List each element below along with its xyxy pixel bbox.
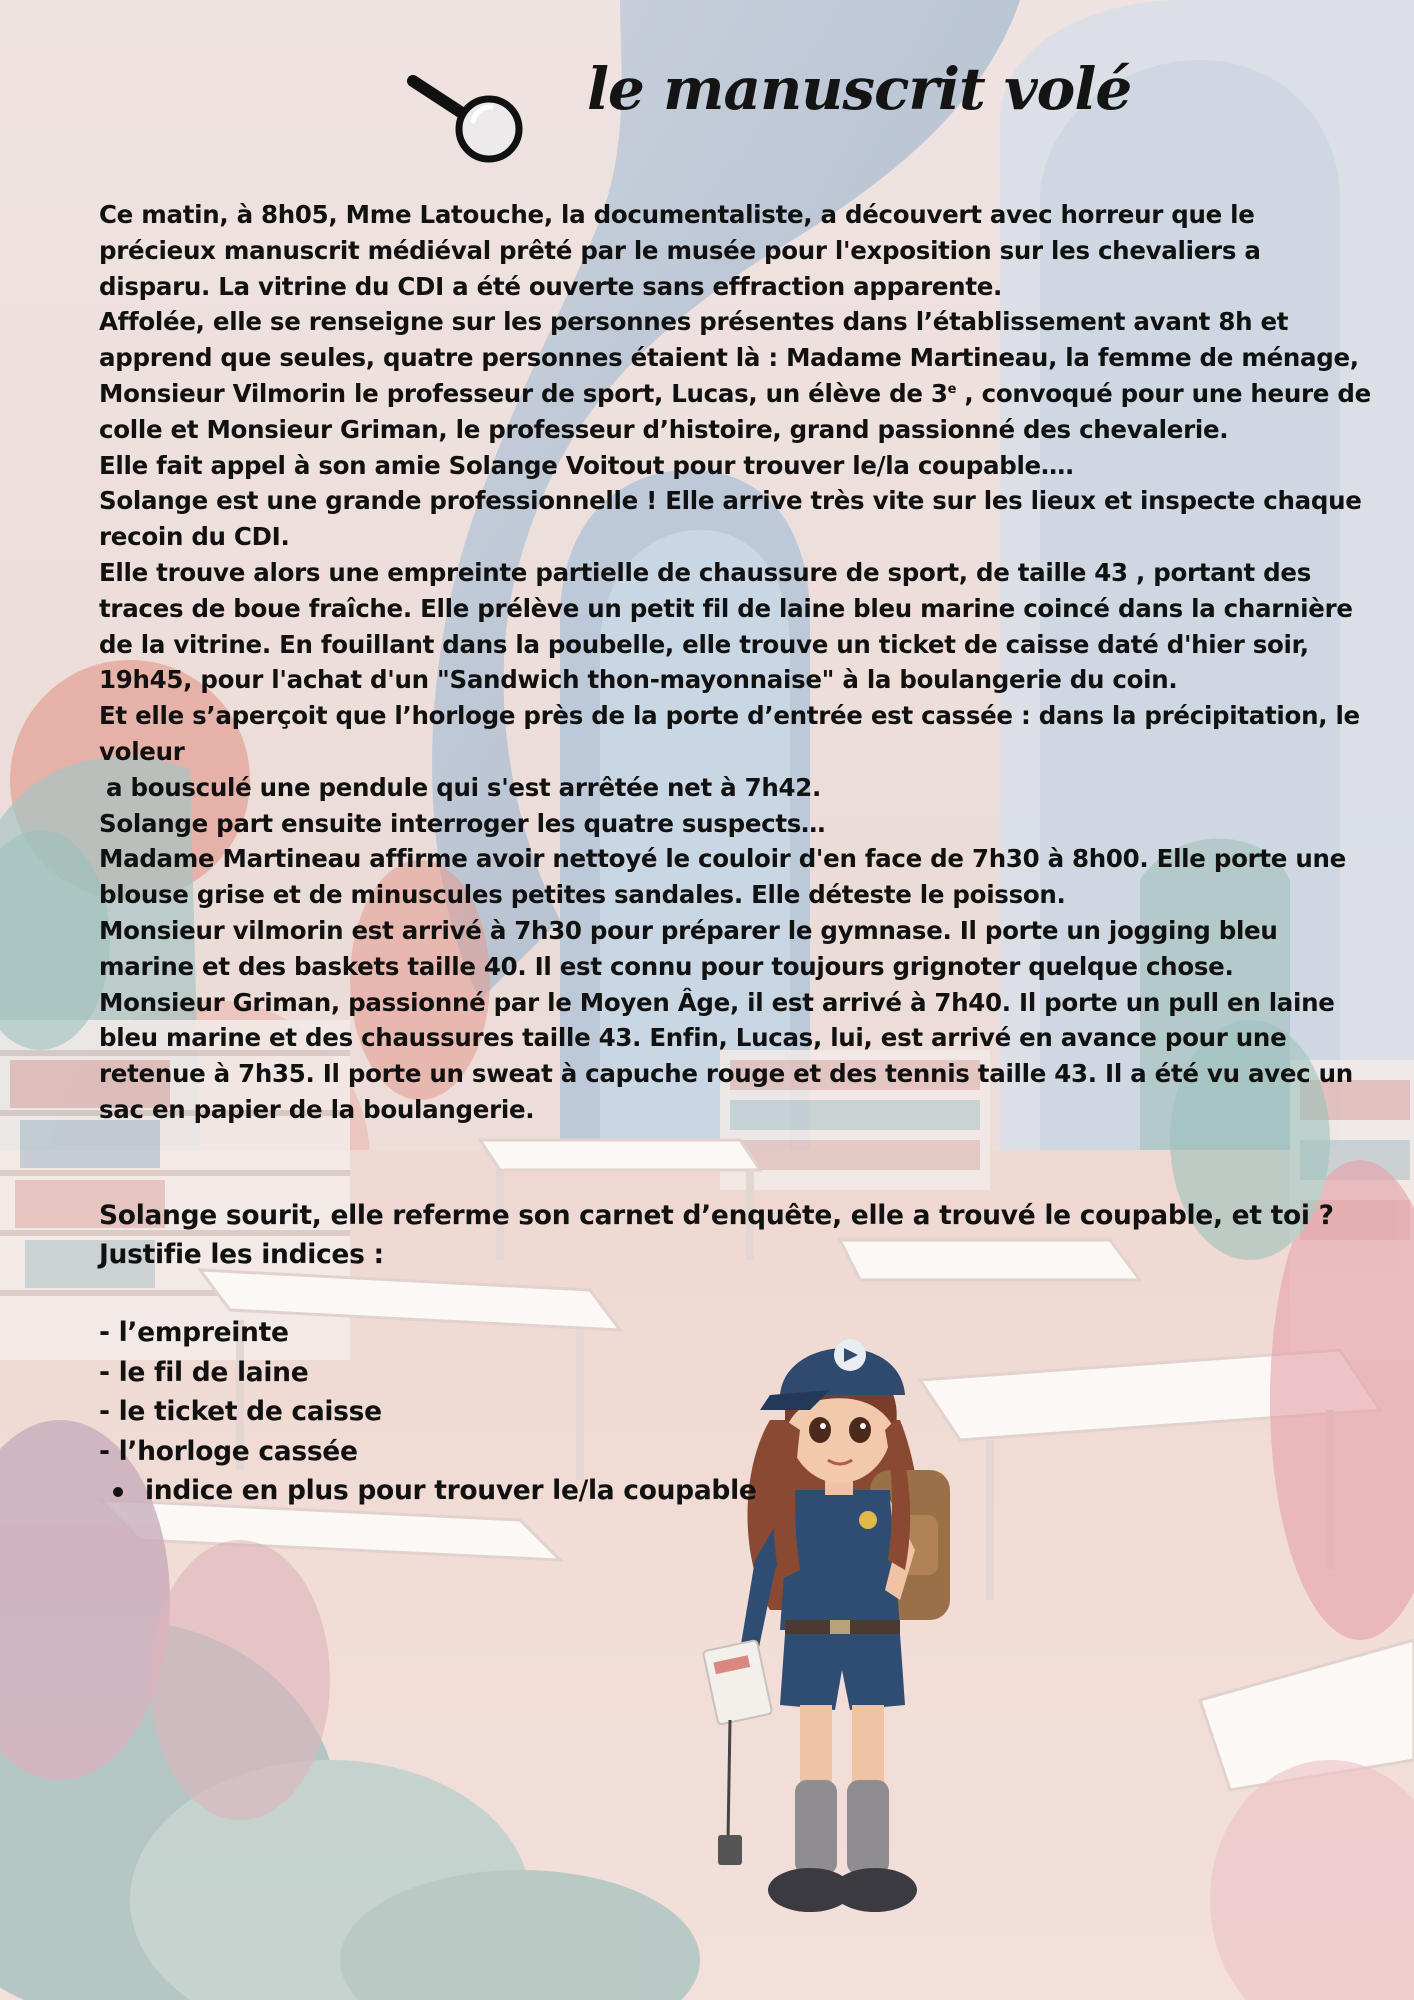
story-paragraph: Madame Martineau affirme avoir nettoyé le couloir d'en face de 7h30 à 8h00. Elle porte une blouse grise et de minuscules petites sandales. Elle déteste le poisson.	[99, 844, 1346, 910]
page-title: le manuscrit volé	[587, 55, 1132, 123]
title-header	[405, 55, 1132, 165]
story-text	[99, 197, 1379, 1128]
instruction-line: Justifie les indices :	[99, 1239, 384, 1270]
story-paragraph: Monsieur Griman, passionné par le Moyen Âge, il est arrivé à 7h40. Il porte un pull en laine bleu marine et des chaussures taille 43. Enfin, Lucas, lui, est arrivé en avance pour une retenue à 7h35. Il porte un sweat à capuche rouge et des tennis taille 43. Il a été vu avec un sac en papier de la boulangerie.	[99, 987, 1353, 1124]
clue-item: - l’empreinte	[99, 1317, 289, 1348]
grade-superscript: e	[947, 381, 957, 397]
story-paragraph	[99, 304, 1379, 447]
story-paragraph: Elle fait appel à son amie Solange Voitout pour trouver le/la coupable….	[99, 450, 1075, 480]
question-block	[99, 1196, 1379, 1274]
clue-item: - le ticket de caisse	[99, 1396, 382, 1427]
story-paragraph: Solange est une grande professionnelle ! Elle arrive très vite sur les lieux et inspecte chaque recoin du CDI.	[99, 486, 1362, 552]
question-line: Solange sourit, elle referme son carnet d’enquête, elle a trouvé le coupable, et toi ?	[99, 1200, 1334, 1231]
story-paragraph: Ce matin, à 8h05, Mme Latouche, la documentaliste, a découvert avec horreur que le précieux manuscrit médiéval prêté par le musée pour l'exposition sur les chevaliers a disparu. La vitrine du CDI a été ouverte sans effraction apparente.	[99, 200, 1261, 301]
story-text-part: , convoqué pour une heure de colle et Monsieur Griman, le professeur d’histoire, grand passionné des chevalerie.	[99, 378, 1371, 444]
story-paragraph: a bousculé une pendule qui s'est arrêtée net à 7h42.	[106, 772, 821, 802]
bonus-clue-label: indice en plus pour trouver le/la coupable	[145, 1475, 757, 1506]
story-paragraph: Monsieur vilmorin est arrivé à 7h30 pour préparer le gymnase. Il porte un jogging bleu marine et des baskets taille 40. Il est connu pour toujours grignoter quelque chose.	[99, 915, 1278, 981]
bullet-icon	[113, 1487, 123, 1497]
story-text-part: Affolée, elle se renseigne sur les personnes présentes dans l’établissement avant 8h et apprend que seules, quatre personnes étaient là : Madame Martineau, la femme de ménage, Monsieur Vilmorin le professeur de sport, Lucas, un élève de 3	[99, 307, 1359, 408]
story-paragraph: Elle trouve alors une empreinte partielle de chaussure de sport, de taille 43 , portant des traces de boue fraîche. Elle prélève un petit fil de laine bleu marine coincé dans la charnière de la vitrine. En fouillant dans la poubelle, elle trouve un ticket de caisse daté d'hier soir, 19h45, pour l'achat d'un "Sandwich thon-mayonnaise" à la boulangerie du coin.	[99, 557, 1353, 695]
clue-item: - l’horloge cassée	[99, 1435, 358, 1467]
clue-list	[99, 1313, 899, 1511]
story-paragraph: Et elle s’aperçoit que l’horloge près de la porte d’entrée est cassée : dans la précipitation, le voleur	[99, 701, 1360, 766]
clue-item: - le fil de laine	[99, 1356, 309, 1388]
story-paragraph: Solange part ensuite interroger les quatre suspects…	[99, 808, 826, 838]
magnifier-icon	[405, 67, 529, 167]
bonus-clue-item	[99, 1471, 899, 1511]
